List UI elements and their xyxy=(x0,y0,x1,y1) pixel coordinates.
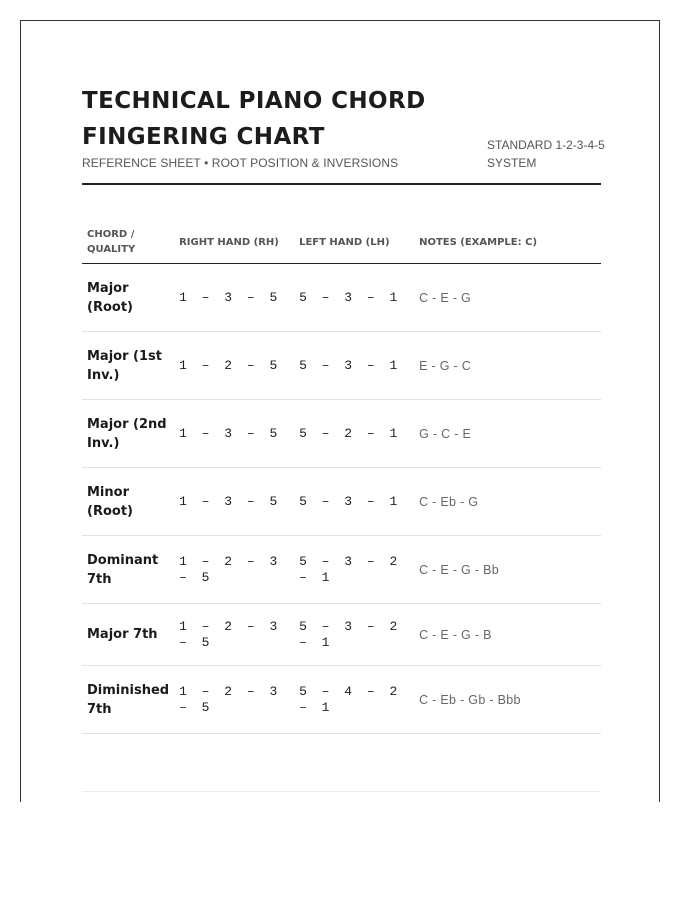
chord-name: Major (2nd Inv.) xyxy=(82,400,174,468)
chord-notes: C - E - G xyxy=(414,264,601,332)
column-header-right-hand: RIGHT HAND (RH) xyxy=(174,221,294,264)
right-hand-fingering: 1 – 2 – 3 – 5 xyxy=(174,604,294,666)
page-title: TECHNICAL PIANO CHORD FINGERING CHART xyxy=(82,88,426,150)
column-header-notes: NOTES (EXAMPLE: C) xyxy=(414,221,601,264)
chord-notes: E - G - C xyxy=(414,332,601,400)
table-row xyxy=(82,536,601,604)
table-row xyxy=(82,264,601,332)
left-hand-fingering: 5 – 3 – 1 xyxy=(294,264,414,332)
fingering-table xyxy=(82,221,601,734)
page-sheet xyxy=(20,20,660,802)
table-row xyxy=(82,604,601,666)
chord-notes: C - Eb - Gb - Bbb xyxy=(414,666,601,734)
chord-notes: C - Eb - G xyxy=(414,468,601,536)
left-hand-fingering: 5 – 4 – 2 – 1 xyxy=(294,666,414,734)
chord-name: Diminished 7th xyxy=(82,666,174,734)
right-hand-fingering: 1 – 2 – 3 – 5 xyxy=(174,666,294,734)
left-hand-fingering: 5 – 2 – 1 xyxy=(294,400,414,468)
page-subtitle: REFERENCE SHEET • ROOT POSITION & INVERSIONS xyxy=(82,156,399,170)
chord-notes: C - E - G - Bb xyxy=(414,536,601,604)
left-hand-fingering: 5 – 3 – 1 xyxy=(294,468,414,536)
chord-name: Major (Root) xyxy=(82,264,174,332)
left-hand-fingering: 5 – 3 – 2 – 1 xyxy=(294,604,414,666)
chord-name: Dominant 7th xyxy=(82,536,174,604)
system-note: STANDARD 1-2-3-4-5 SYSTEM xyxy=(487,138,605,170)
table-row xyxy=(82,468,601,536)
chord-name: Major 7th xyxy=(82,604,174,666)
chord-notes: C - E - G - B xyxy=(414,604,601,666)
table-row xyxy=(82,400,601,468)
table-header-row xyxy=(82,221,601,264)
right-hand-fingering: 1 – 3 – 5 xyxy=(174,400,294,468)
sheet-header xyxy=(82,83,605,185)
right-hand-fingering: 1 – 3 – 5 xyxy=(174,264,294,332)
left-hand-fingering: 5 – 3 – 2 – 1 xyxy=(294,536,414,604)
chord-name: Minor (Root) xyxy=(82,468,174,536)
right-hand-fingering: 1 – 2 – 5 xyxy=(174,332,294,400)
right-hand-fingering: 1 – 3 – 5 xyxy=(174,468,294,536)
chord-name: Major (1st Inv.) xyxy=(82,332,174,400)
footer-divider xyxy=(82,791,601,792)
column-header-left-hand: LEFT HAND (LH) xyxy=(294,221,414,264)
right-hand-fingering: 1 – 2 – 3 – 5 xyxy=(174,536,294,604)
chord-notes: G - C - E xyxy=(414,400,601,468)
left-hand-fingering: 5 – 3 – 1 xyxy=(294,332,414,400)
column-header-chord: CHORD / QUALITY xyxy=(82,221,174,264)
table-row xyxy=(82,666,601,734)
table-row xyxy=(82,332,601,400)
